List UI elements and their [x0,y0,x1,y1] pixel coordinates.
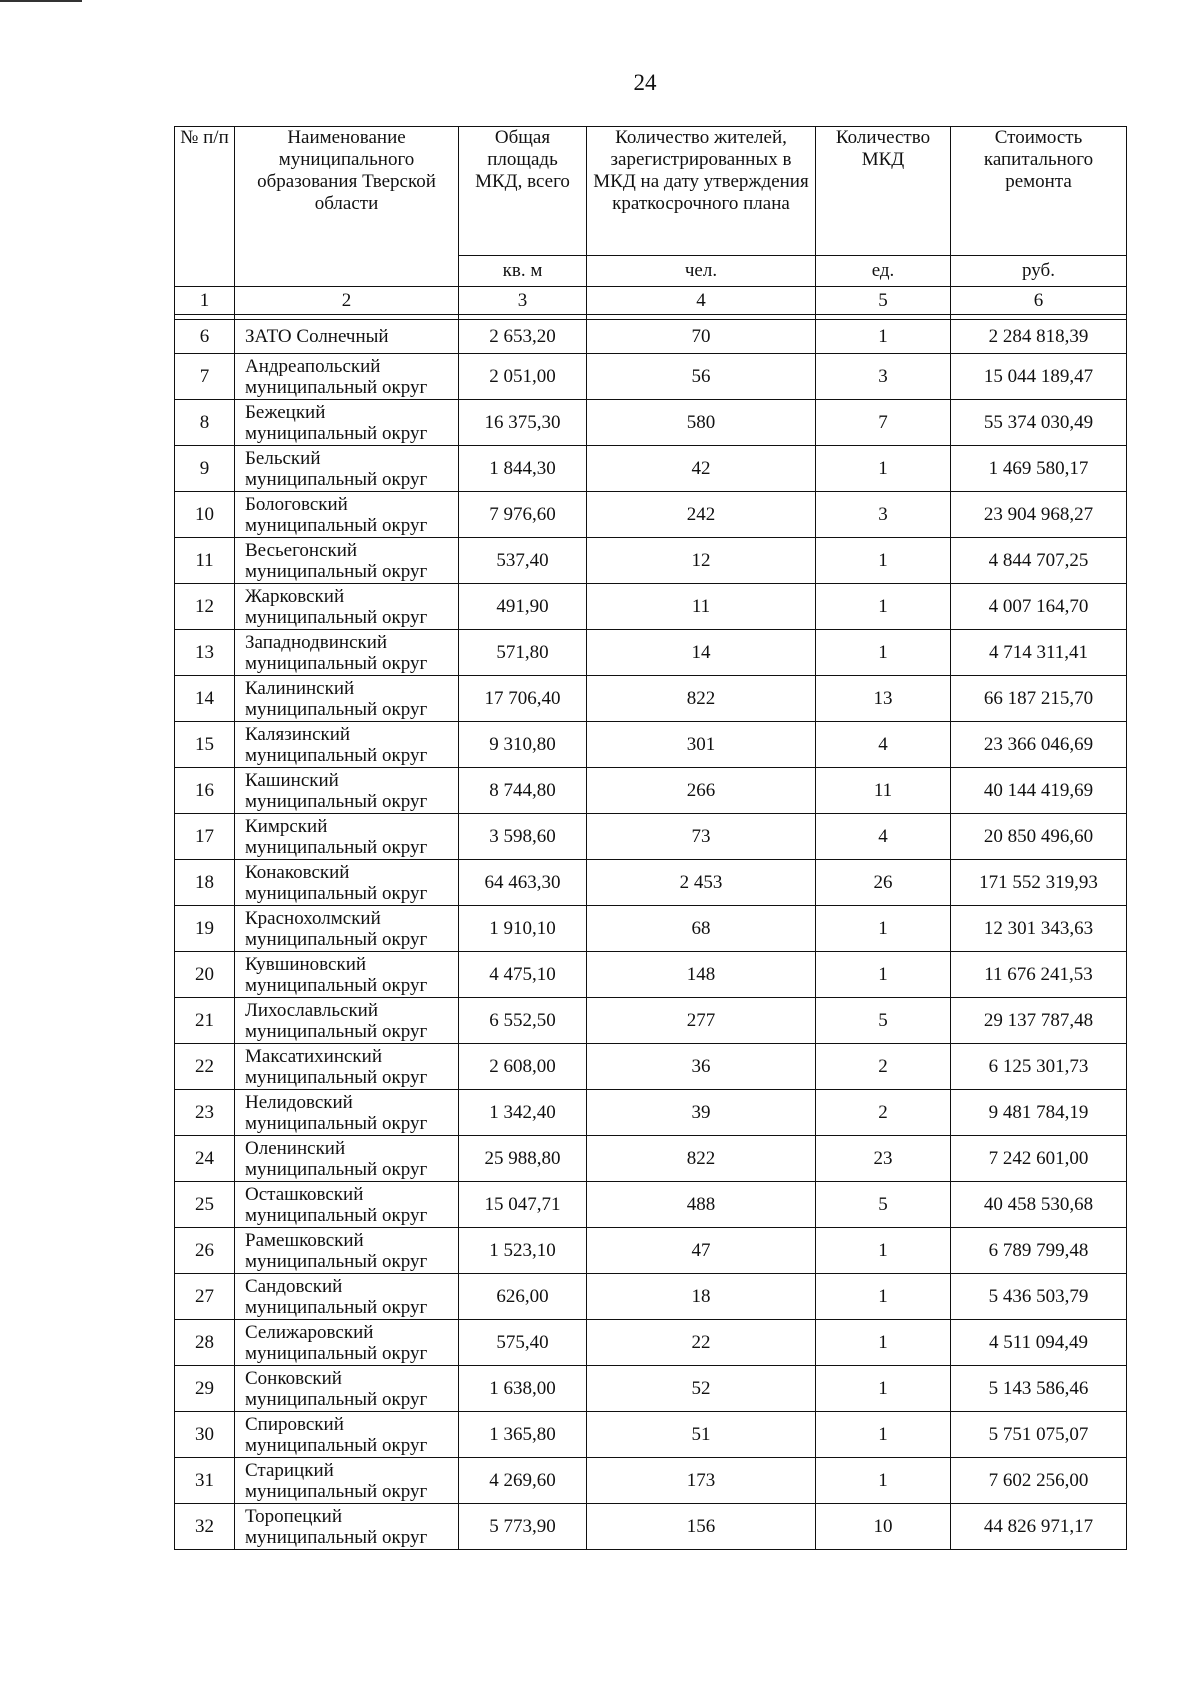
row-number: 18 [175,860,235,906]
total-area: 2 608,00 [459,1044,587,1090]
municipality-name [235,1044,459,1090]
total-area: 4 269,60 [459,1458,587,1504]
table-row [175,320,1127,354]
header-row [175,127,1127,256]
repair-cost: 4 007 164,70 [951,584,1127,630]
municipality-name-line1: Краснохолмский [245,907,381,929]
residents-count: 70 [587,320,816,354]
municipality-name-line1: Жарковский [245,585,345,607]
municipality-name-line1: Конаковский [245,861,350,883]
total-area: 1 638,00 [459,1366,587,1412]
municipality-name [235,320,459,354]
mkd-count: 1 [816,584,951,630]
mkd-count: 1 [816,1320,951,1366]
residents-count: 156 [587,1504,816,1550]
table-row [175,1366,1127,1412]
row-number: 29 [175,1366,235,1412]
header-name: Наименование муниципального образования Тверской области [235,127,459,287]
mkd-count: 1 [816,446,951,492]
residents-count: 47 [587,1228,816,1274]
municipality-name-line1: Кашинский [245,769,339,791]
municipality-name [235,768,459,814]
row-number: 13 [175,630,235,676]
total-area: 575,40 [459,1320,587,1366]
municipality-name [235,492,459,538]
residents-count: 22 [587,1320,816,1366]
mkd-count: 3 [816,354,951,400]
repair-cost: 1 469 580,17 [951,446,1127,492]
municipality-name [235,1182,459,1228]
table-row [175,952,1127,998]
table-row [175,1274,1127,1320]
municipality-name-line2: муниципальный округ [245,790,428,812]
unit-cost: руб. [951,256,1127,287]
repair-cost: 11 676 241,53 [951,952,1127,998]
column-numbers-row [175,287,1127,315]
residents-count: 2 453 [587,860,816,906]
row-number: 20 [175,952,235,998]
municipality-name-line2: муниципальный округ [245,974,428,996]
municipality-name-line1: Нелидовский [245,1091,353,1113]
municipality-name-line2: муниципальный округ [245,1204,428,1226]
municipality-name-line2: муниципальный округ [245,1020,428,1042]
municipality-name-line2: муниципальный округ [245,1112,428,1134]
mkd-count: 1 [816,1228,951,1274]
municipality-name-line1: Осташковский [245,1183,364,1205]
repair-cost: 6 125 301,73 [951,1044,1127,1090]
table-row [175,1136,1127,1182]
total-area: 25 988,80 [459,1136,587,1182]
municipality-name-line1: Кувшиновский [245,953,367,975]
mkd-count: 1 [816,1458,951,1504]
row-number: 12 [175,584,235,630]
municipality-name [235,584,459,630]
residents-count: 488 [587,1182,816,1228]
municipality-name-line1: Калининский [245,677,355,699]
total-area: 571,80 [459,630,587,676]
residents-count: 52 [587,1366,816,1412]
header-num: № п/п [175,127,235,287]
row-number: 17 [175,814,235,860]
municipality-name [235,1320,459,1366]
mkd-count: 11 [816,768,951,814]
repair-cost: 12 301 343,63 [951,906,1127,952]
row-number: 9 [175,446,235,492]
mkd-count: 1 [816,906,951,952]
municipality-name [235,354,459,400]
header-area: Общая площадь МКД, всего [459,127,587,256]
municipality-name-line1: Бельский [245,447,321,469]
total-area: 1 844,30 [459,446,587,492]
total-area: 8 744,80 [459,768,587,814]
table-row [175,998,1127,1044]
row-number: 27 [175,1274,235,1320]
municipality-name-line1: Западнодвинский [245,631,388,653]
total-area: 7 976,60 [459,492,587,538]
municipality-name-line1: Торопецкий [245,1505,343,1527]
total-area: 537,40 [459,538,587,584]
total-area: 17 706,40 [459,676,587,722]
row-number: 14 [175,676,235,722]
repair-cost: 2 284 818,39 [951,320,1127,354]
residents-count: 39 [587,1090,816,1136]
municipality-name-line2: муниципальный округ [245,1434,428,1456]
residents-count: 266 [587,768,816,814]
table-row [175,676,1127,722]
municipality-name-line2: муниципальный округ [245,514,428,536]
municipality-name-line2: муниципальный округ [245,422,428,444]
municipality-name-line1: Сонковский [245,1367,342,1389]
residents-count: 580 [587,400,816,446]
residents-count: 822 [587,1136,816,1182]
table-row [175,1320,1127,1366]
repair-cost: 55 374 030,49 [951,400,1127,446]
municipality-name-line2: муниципальный округ [245,1342,428,1364]
municipality-name-line1: Старицкий [245,1459,334,1481]
municipality-name-line2: муниципальный округ [245,1388,428,1410]
row-number: 6 [175,320,235,354]
table-row [175,1412,1127,1458]
repair-cost: 6 789 799,48 [951,1228,1127,1274]
total-area: 5 773,90 [459,1504,587,1550]
municipality-name-line2: муниципальный округ [245,376,428,398]
mkd-count: 1 [816,538,951,584]
repair-cost: 9 481 784,19 [951,1090,1127,1136]
row-number: 25 [175,1182,235,1228]
repair-cost: 7 242 601,00 [951,1136,1127,1182]
row-number: 15 [175,722,235,768]
total-area: 2 653,20 [459,320,587,354]
total-area: 16 375,30 [459,400,587,446]
municipality-name-line1: Рамешковский [245,1229,364,1251]
municipality-name-line2: муниципальный округ [245,744,428,766]
mkd-count: 4 [816,722,951,768]
total-area: 2 051,00 [459,354,587,400]
table-row [175,814,1127,860]
municipality-name [235,1274,459,1320]
row-number: 28 [175,1320,235,1366]
total-area: 1 342,40 [459,1090,587,1136]
residents-count: 73 [587,814,816,860]
municipality-name [235,860,459,906]
municipality-name-line1: Сандовский [245,1275,343,1297]
municipality-name-line1: Андреапольский [245,355,381,377]
residents-count: 277 [587,998,816,1044]
repair-cost: 44 826 971,17 [951,1504,1127,1550]
column-number: 1 [175,287,235,315]
table-row [175,400,1127,446]
mkd-count: 5 [816,1182,951,1228]
mkd-count: 4 [816,814,951,860]
municipality-name [235,538,459,584]
repair-cost: 40 144 419,69 [951,768,1127,814]
municipality-name [235,722,459,768]
table-row [175,722,1127,768]
table-row [175,1228,1127,1274]
residents-count: 173 [587,1458,816,1504]
table-row [175,354,1127,400]
repair-cost: 4 714 311,41 [951,630,1127,676]
header-cost: Стоимость капитального ремонта [951,127,1127,256]
municipality-name-line2: муниципальный округ [245,928,428,950]
mkd-count: 1 [816,1366,951,1412]
total-area: 1 523,10 [459,1228,587,1274]
residents-count: 301 [587,722,816,768]
table-row [175,1090,1127,1136]
unit-mkd-count: ед. [816,256,951,287]
repair-cost: 20 850 496,60 [951,814,1127,860]
table-row [175,630,1127,676]
row-number: 11 [175,538,235,584]
municipality-name-line1: ЗАТО Солнечный [245,326,389,347]
column-number: 4 [587,287,816,315]
municipality-name [235,400,459,446]
table-row [175,1182,1127,1228]
table-row [175,584,1127,630]
municipality-name [235,1136,459,1182]
repair-cost: 4 511 094,49 [951,1320,1127,1366]
scan-edge-mark [0,0,82,2]
municipality-name-line2: муниципальный округ [245,1250,428,1272]
row-number: 32 [175,1504,235,1550]
row-number: 26 [175,1228,235,1274]
municipality-name-line2: муниципальный округ [245,882,428,904]
row-number: 31 [175,1458,235,1504]
row-number: 10 [175,492,235,538]
page-number: 24 [633,70,657,95]
residents-count: 11 [587,584,816,630]
municipality-name [235,1228,459,1274]
unit-area: кв. м [459,256,587,287]
mkd-count: 3 [816,492,951,538]
table-body [175,320,1127,1550]
mkd-count: 13 [816,676,951,722]
mkd-count: 2 [816,1044,951,1090]
mkd-count: 10 [816,1504,951,1550]
municipality-name [235,676,459,722]
municipality-name-line1: Максатихинский [245,1045,382,1067]
table-row [175,446,1127,492]
municipality-name-line2: муниципальный округ [245,468,428,490]
row-number: 16 [175,768,235,814]
residents-count: 42 [587,446,816,492]
total-area: 1 365,80 [459,1412,587,1458]
total-area: 1 910,10 [459,906,587,952]
municipality-name-line1: Бологовский [245,493,348,515]
municipality-name [235,1504,459,1550]
municipality-name [235,1458,459,1504]
repair-cost: 5 751 075,07 [951,1412,1127,1458]
municipality-name [235,906,459,952]
municipality-name [235,446,459,492]
municipality-name-line2: муниципальный округ [245,1066,428,1088]
residents-count: 36 [587,1044,816,1090]
row-number: 8 [175,400,235,446]
municipality-name-line2: муниципальный округ [245,652,428,674]
municipality-name [235,814,459,860]
municipality-name [235,1090,459,1136]
repair-cost: 23 904 968,27 [951,492,1127,538]
residents-count: 51 [587,1412,816,1458]
repair-cost: 171 552 319,93 [951,860,1127,906]
residents-count: 12 [587,538,816,584]
municipality-name-line1: Спировский [245,1413,344,1435]
table-row [175,768,1127,814]
municipality-name [235,1412,459,1458]
mkd-count: 1 [816,630,951,676]
mkd-count: 2 [816,1090,951,1136]
column-number: 6 [951,287,1127,315]
column-number: 3 [459,287,587,315]
total-area: 4 475,10 [459,952,587,998]
municipality-name [235,952,459,998]
repair-cost: 29 137 787,48 [951,998,1127,1044]
mkd-count: 26 [816,860,951,906]
repair-cost: 15 044 189,47 [951,354,1127,400]
column-number: 5 [816,287,951,315]
residents-count: 56 [587,354,816,400]
municipality-name-line2: муниципальный округ [245,1526,428,1548]
municipality-name-line2: муниципальный округ [245,1480,428,1502]
total-area: 491,90 [459,584,587,630]
municipality-name-line2: муниципальный округ [245,1158,428,1180]
total-area: 3 598,60 [459,814,587,860]
municipality-name-line1: Селижаровский [245,1321,374,1343]
municipality-name-line2: муниципальный округ [245,1296,428,1318]
row-number: 24 [175,1136,235,1182]
unit-residents: чел. [587,256,816,287]
municipality-name [235,1366,459,1412]
municipality-name-line1: Кимрский [245,815,328,837]
total-area: 626,00 [459,1274,587,1320]
repair-cost: 40 458 530,68 [951,1182,1127,1228]
row-number: 7 [175,354,235,400]
mkd-count: 23 [816,1136,951,1182]
municipality-name-line1: Весьегонский [245,539,358,561]
municipality-name-line1: Оленинский [245,1137,346,1159]
residents-count: 822 [587,676,816,722]
total-area: 6 552,50 [459,998,587,1044]
repair-cost: 4 844 707,25 [951,538,1127,584]
header-residents: Количество жителей, зарегистрированных в МКД на дату утверждения краткосрочного плана [587,127,816,256]
mkd-count: 1 [816,952,951,998]
table-row [175,1504,1127,1550]
mkd-count: 1 [816,1274,951,1320]
table-row [175,1458,1127,1504]
total-area: 15 047,71 [459,1182,587,1228]
row-number: 19 [175,906,235,952]
residents-count: 68 [587,906,816,952]
mkd-count: 5 [816,998,951,1044]
municipality-name-line1: Калязинский [245,723,351,745]
repair-cost: 66 187 215,70 [951,676,1127,722]
table-row [175,492,1127,538]
residents-count: 14 [587,630,816,676]
repair-cost: 5 436 503,79 [951,1274,1127,1320]
column-number: 2 [235,287,459,315]
repair-cost: 5 143 586,46 [951,1366,1127,1412]
row-number: 21 [175,998,235,1044]
municipality-name-line2: муниципальный округ [245,560,428,582]
residents-count: 18 [587,1274,816,1320]
municipality-name [235,630,459,676]
municipality-name [235,998,459,1044]
municipality-name-line1: Бежецкий [245,401,326,423]
municipality-name-line2: муниципальный округ [245,698,428,720]
residents-count: 148 [587,952,816,998]
municipality-name-line2: муниципальный округ [245,836,428,858]
total-area: 9 310,80 [459,722,587,768]
municipality-name-line2: муниципальный округ [245,606,428,628]
total-area: 64 463,30 [459,860,587,906]
table-row [175,538,1127,584]
repair-cost: 23 366 046,69 [951,722,1127,768]
mkd-count: 7 [816,400,951,446]
residents-count: 242 [587,492,816,538]
row-number: 30 [175,1412,235,1458]
table-row [175,906,1127,952]
table-row [175,860,1127,906]
mkd-count: 1 [816,1412,951,1458]
capital-repair-table [174,126,1127,1550]
row-number: 22 [175,1044,235,1090]
table-row [175,1044,1127,1090]
repair-cost: 7 602 256,00 [951,1458,1127,1504]
mkd-count: 1 [816,320,951,354]
header-mkd-count: Количество МКД [816,127,951,256]
row-number: 23 [175,1090,235,1136]
municipality-name-line1: Лихославльский [245,999,379,1021]
